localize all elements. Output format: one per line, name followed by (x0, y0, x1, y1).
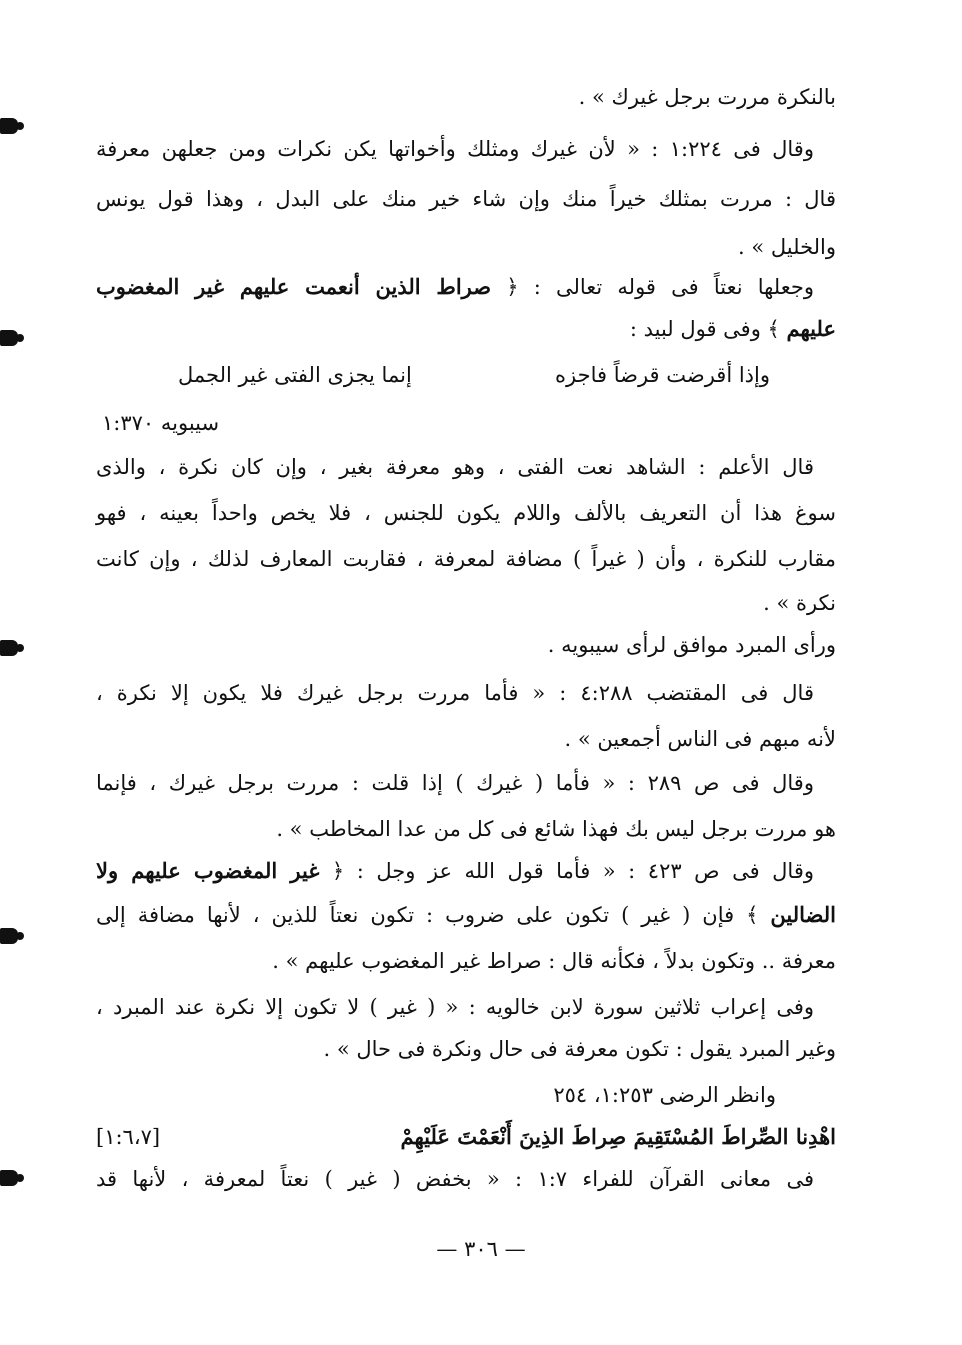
text-line: وقال فى ص ٢٨٩ : « فأما ( غيرك ) إذا قلت : مررت برجل غيرك ، فإنما (96, 771, 814, 795)
poetry-verse (96, 360, 836, 390)
text-line: الضالين ﴾ فإن ( غير ) تكون على ضروب : تكون نعتاً للذين ، لأنها مضافة إلى (96, 902, 836, 927)
text-line: ورأى المبرد موافق لرأى سيبويه . (547, 633, 836, 657)
quran-verse-reference: [١:٦،٧] (96, 1125, 161, 1149)
text-line: وانظر الرضى ١:٢٥٣، ٢٥٤ (553, 1083, 776, 1107)
quran-phrase: صراط الذين أنعمت عليهم غير المغضوب (96, 274, 492, 299)
scan-edge-mark (0, 640, 18, 656)
text-line: فى معانى القرآن للفراء ١:٧ : « بخفض ( غير ) نعتاً لمعرفة ، لأنها قد (96, 1167, 814, 1191)
scan-edge-mark (0, 118, 18, 134)
scan-edge-mark (0, 1170, 18, 1186)
text-line: معرفة .. وتكون بدلاً ، فكأنه قال : صراط غير المغضوب عليهم » . (272, 949, 836, 973)
verse-first-hemistich: وإذا أقرضت قرضاً فاجزه (555, 363, 770, 387)
text-line: قال فى المقتضب ٤:٢٨٨ : « فأما مررت برجل غيرك فلا يكون إلا نكرة ، (96, 681, 814, 705)
quran-phrase: غير المغضوب عليهم ولا (96, 858, 320, 883)
text-line: قال : مررت بمثلك خيراً منك وإن شاء خير منك على البدل ، وهذا قول يونس (96, 187, 836, 211)
text-line: مقارب للنكرة ، وأن ( غيراً ) مضافة لمعرفة ، فقاربت المعارف لذلك ، وإن كانت (96, 547, 836, 571)
text-line: وجعلها نعتاً فى قوله تعالى : ﴿ صراط الذين أنعمت عليهم غير المغضوب (96, 274, 814, 299)
text-line: سوغ هذا أن التعريف بالألف واللام يكون للجنس ، فلا يخص واحداً بعينه ، فهو (96, 501, 836, 525)
text-line: وفى إعراب ثلاثين سورة لابن خالويه : « ( غير ) لا تكون إلا نكرة عند المبرد ، (96, 995, 814, 1019)
text-line: والخليل » . (738, 235, 836, 259)
quran-verse-text: اهْدِنا الصِّراطَ المُسْتَقِيمَ صِراطَ الذِينَ أَنْعَمْتَ عَلَيْهِمْ (400, 1124, 836, 1149)
text-line: عليهم ﴾ وفى قول لبيد : (629, 316, 836, 341)
quran-phrase: عليهم (786, 316, 836, 341)
text-line: بالنكرة مررت برجل غيرك » . (578, 85, 836, 109)
verse-second-hemistich: إنما يجزى الفتى غير الجمل (178, 363, 412, 387)
quran-phrase: الضالين (770, 902, 836, 927)
text-line: وغير المبرد يقول : تكون معرفة فى حال ونكرة فى حال » . (323, 1037, 836, 1061)
page-body (96, 66, 836, 1306)
text-line: هو مررت برجل ليس بك فهذا شائع فى كل من عدا المخاطب » . (276, 817, 836, 841)
citation-line: سيبويه ١:٣٧٠ (102, 411, 220, 435)
page-number: — ٣٠٦ — (436, 1237, 526, 1261)
quran-verse-line (96, 1122, 836, 1152)
scan-edge-mark (0, 330, 18, 346)
text-line: وقال فى ١:٢٢٤ : « لأن غيرك ومثلك وأخواتها يكن نكرات ومن جعلهن معرفة (96, 137, 814, 161)
text-line: لأنه مبهم فى الناس أجمعين » . (564, 727, 836, 751)
text-line: وقال فى ص ٤٢٣ : « فأما قول الله عز وجل : ﴿ غير المغضوب عليهم ولا (96, 858, 815, 883)
scan-edge-mark (0, 928, 18, 944)
text-line: قال الأعلم : الشاهد نعت الفتى ، وهو معرفة بغير ، وإن كان نكرة ، والذى (96, 455, 814, 479)
text-line: نكرة » . (763, 591, 836, 615)
